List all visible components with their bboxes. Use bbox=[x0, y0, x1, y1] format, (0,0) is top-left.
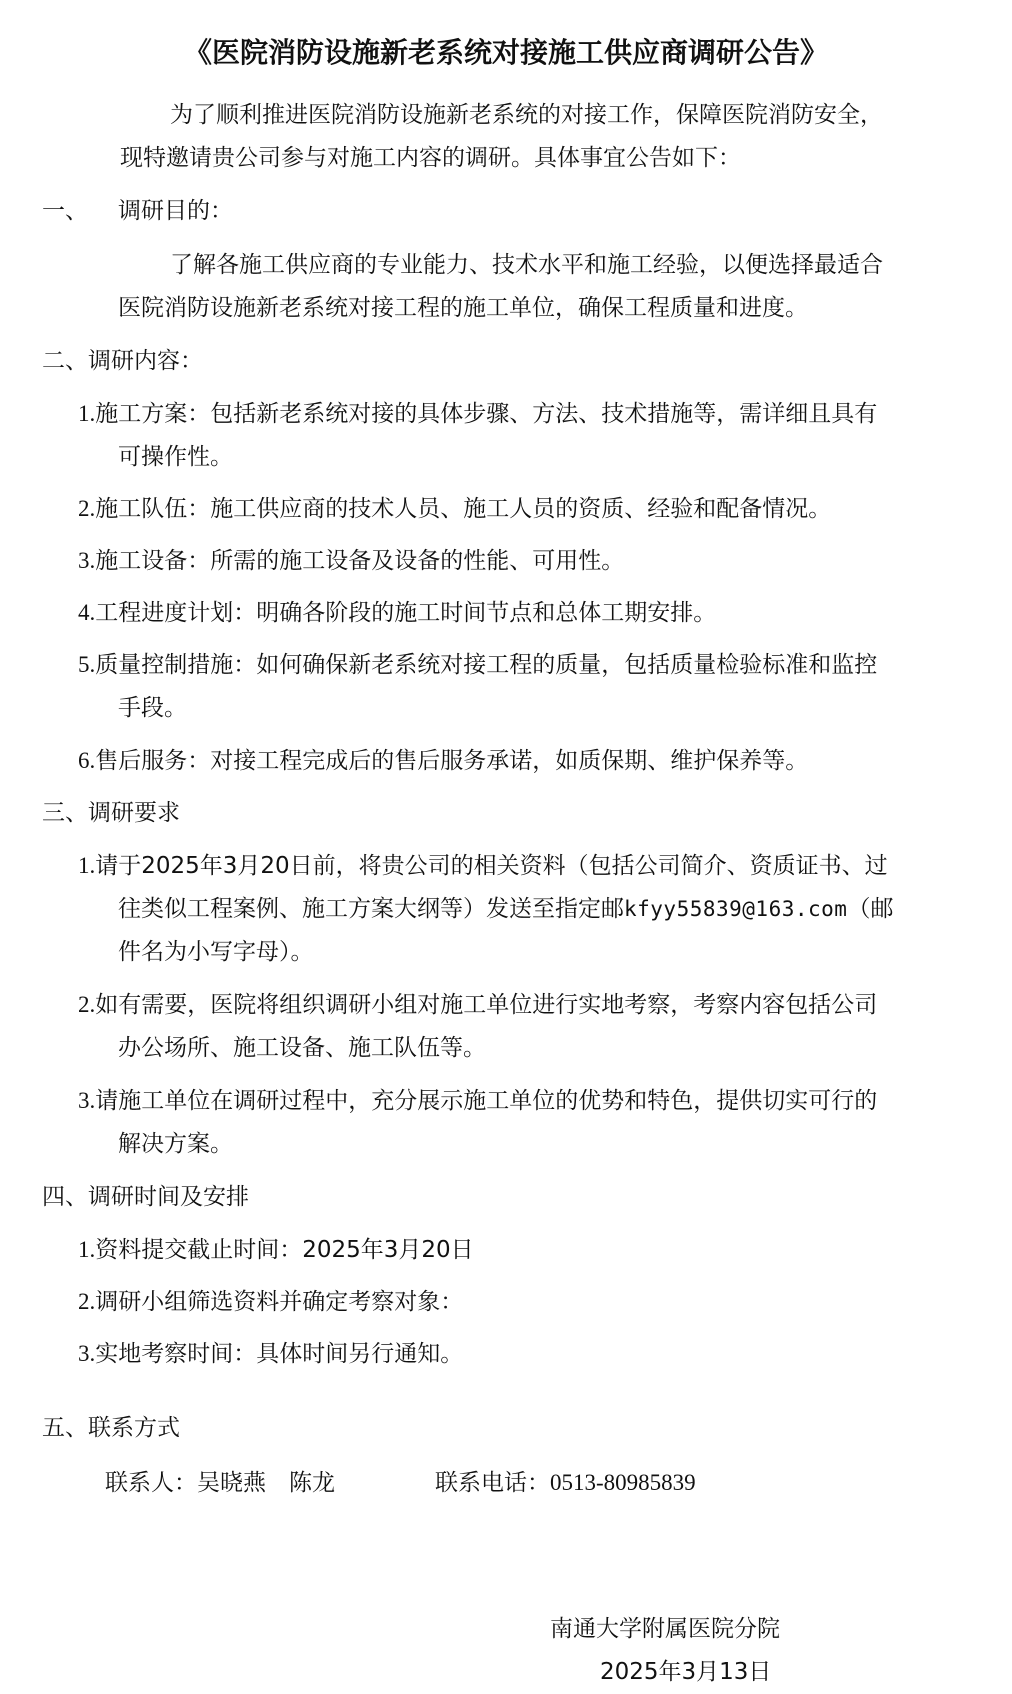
list-item bbox=[78, 598, 716, 628]
list-item-text: 售后服务：对接工程完成后的售后服务承诺，如质保期、维护保养等。 bbox=[95, 748, 809, 774]
list-item-number: 4. bbox=[78, 600, 96, 625]
list-item-continuation: 件名为小写字母）。 bbox=[118, 939, 314, 965]
list-item bbox=[78, 399, 877, 429]
section-5-heading: 五、联系方式 bbox=[42, 1415, 180, 1441]
list-item bbox=[78, 1339, 463, 1369]
list-item bbox=[78, 1235, 474, 1265]
list-item-continuation: 手段。 bbox=[118, 695, 187, 721]
list-item-continuation: 可操作性。 bbox=[118, 444, 233, 470]
list-item-text: 施工队伍：施工供应商的技术人员、施工人员的资质、经验和配备情况。 bbox=[95, 496, 832, 522]
list-item-number: 3. bbox=[78, 1341, 96, 1366]
section-1-body-line-1: 了解各施工供应商的专业能力、技术水平和施工经验，以便选择最适合 bbox=[170, 252, 883, 278]
list-item bbox=[78, 494, 831, 524]
section-1-number: 一、 bbox=[42, 198, 88, 224]
list-item-text: 调研小组筛选资料并确定考察对象： bbox=[95, 1289, 464, 1315]
list-item-number: 2. bbox=[78, 496, 96, 521]
list-item-continuation bbox=[118, 894, 893, 924]
signature-date: 2025年3月13日 bbox=[600, 1659, 772, 1685]
section-3-heading: 三、调研要求 bbox=[42, 800, 180, 826]
list-item bbox=[78, 746, 808, 776]
section-2-heading: 二、调研内容： bbox=[42, 348, 203, 374]
list-item bbox=[78, 650, 877, 680]
list-item-text: 资料提交截止时间：2025年3月20日 bbox=[95, 1237, 474, 1263]
list-item-text: 往类似工程案例、施工方案大纲等）发送至指定邮 bbox=[118, 896, 624, 922]
intro-line-2: 现特邀请贵公司参与对施工内容的调研。具体事宜公告如下： bbox=[120, 145, 741, 171]
list-item-text: 请于2025年3月20日前，将贵公司的相关资料（包括公司简介、资质证书、过 bbox=[95, 853, 888, 879]
intro-line-1: 为了顺利推进医院消防设施新老系统的对接工作，保障医院消防安全， bbox=[170, 102, 883, 128]
contact-persons: 联系人：吴晓燕 陈龙 bbox=[105, 1470, 335, 1496]
section-1-body-line-2: 医院消防设施新老系统对接工程的施工单位，确保工程质量和进度。 bbox=[118, 295, 808, 321]
contact-phone-number: 0513-80985839 bbox=[550, 1470, 696, 1495]
signature-organization: 南通大学附属医院分院 bbox=[550, 1616, 780, 1642]
list-item-number: 1. bbox=[78, 1237, 96, 1262]
list-item-text: 施工设备：所需的施工设备及设备的性能、可用性。 bbox=[95, 548, 625, 574]
contact-phone-label: 联系电话： bbox=[435, 1470, 550, 1496]
section-4-heading: 四、调研时间及安排 bbox=[42, 1184, 249, 1210]
list-item-number: 1. bbox=[78, 401, 96, 426]
list-item-number: 3. bbox=[78, 1088, 96, 1113]
list-item-number: 3. bbox=[78, 548, 96, 573]
list-item-continuation: 解决方案。 bbox=[118, 1131, 233, 1157]
list-item bbox=[78, 1287, 463, 1317]
section-1-heading: 调研目的： bbox=[118, 198, 233, 224]
list-item-number: 2. bbox=[78, 1289, 96, 1314]
list-item-number: 5. bbox=[78, 652, 96, 677]
list-item-number: 2. bbox=[78, 992, 96, 1017]
list-item-continuation: 办公场所、施工设备、施工队伍等。 bbox=[118, 1035, 486, 1061]
list-item-text: 质量控制措施：如何确保新老系统对接工程的质量，包括质量检验标准和监控 bbox=[95, 652, 878, 678]
list-item bbox=[78, 546, 624, 576]
list-item-number: 6. bbox=[78, 748, 96, 773]
list-item-text: 实地考察时间：具体时间另行通知。 bbox=[95, 1341, 464, 1367]
list-item-text: 请施工单位在调研过程中，充分展示施工单位的优势和特色，提供切实可行的 bbox=[95, 1088, 878, 1114]
page-title: 《医院消防设施新老系统对接施工供应商调研公告》 bbox=[183, 36, 828, 69]
list-item-text: 如有需要，医院将组织调研小组对施工单位进行实地考察，考察内容包括公司 bbox=[95, 992, 878, 1018]
list-item bbox=[78, 851, 888, 881]
list-item-text: 施工方案：包括新老系统对接的具体步骤、方法、技术措施等，需详细且具有 bbox=[95, 401, 878, 427]
email-address: kfyy55839@163.com bbox=[624, 897, 848, 921]
list-item-number: 1. bbox=[78, 853, 96, 878]
contact-phone bbox=[435, 1468, 696, 1498]
list-item-text: （邮 bbox=[847, 896, 894, 922]
list-item bbox=[78, 1086, 877, 1116]
list-item bbox=[78, 990, 877, 1020]
list-item-text: 工程进度计划：明确各阶段的施工时间节点和总体工期安排。 bbox=[95, 600, 717, 626]
